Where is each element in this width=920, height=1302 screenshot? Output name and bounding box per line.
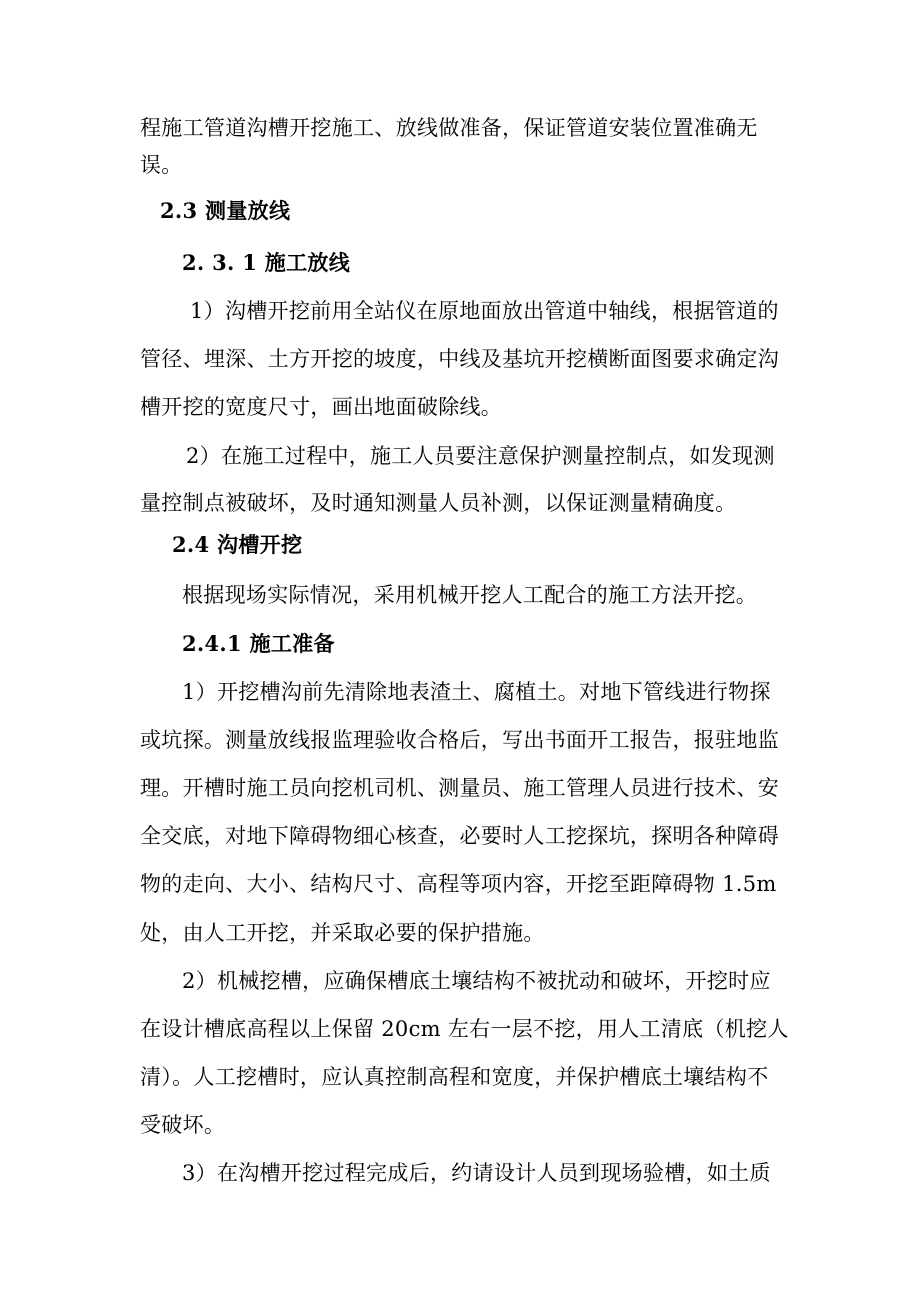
section-heading-2-4: 2.4 沟槽开挖 <box>172 532 303 557</box>
body-text-line: 理。开槽时施工员向挖机司机、测量员、施工管理人员进行技术、安 <box>140 776 779 800</box>
body-text-line: 误。 <box>140 153 183 177</box>
body-text-line: 在设计槽底高程以上保留 20cm 左右一层不挖，用人工清底（机挖人 <box>140 1017 789 1041</box>
body-text-line: 2）在施工过程中，施工人员要注意保护测量控制点，如发现测 <box>186 444 775 468</box>
body-text-line: 物的走向、大小、结构尺寸、高程等项内容，开挖至距障碍物 1.5m <box>140 872 777 896</box>
body-text-line: 清）。人工挖槽时，应认真控制高程和宽度，并保护槽底土壤结构不 <box>140 1065 769 1089</box>
subsection-heading-2-4-1: 2.4.1 施工准备 <box>182 631 335 656</box>
body-text-line: 1）开挖槽沟前先清除地表渣土、腐植土。对地下管线进行物探 <box>182 680 771 704</box>
body-text-line: 受破坏。 <box>140 1113 226 1137</box>
subsection-heading-2-3-1: 2. 3. 1 施工放线 <box>182 250 350 275</box>
body-text-line: 管径、埋深、土方开挖的坡度，中线及基坑开挖横断面图要求确定沟 <box>140 347 779 371</box>
body-text-line: 3）在沟槽开挖过程完成后，约请设计人员到现场验槽，如土质 <box>182 1161 771 1185</box>
body-text-line: 或坑探。测量放线报监理验收合格后，写出书面开工报告，报驻地监 <box>140 728 779 752</box>
body-text-line: 1）沟槽开挖前用全站仪在原地面放出管道中轴线，根据管道的 <box>190 299 779 323</box>
body-text-line: 处，由人工开挖，并采取必要的保护措施。 <box>140 921 545 945</box>
body-text-line: 槽开挖的宽度尺寸，画出地面破除线。 <box>140 395 503 419</box>
body-text-line: 程施工管道沟槽开挖施工、放线做准备，保证管道安装位置准确无 <box>140 116 758 140</box>
body-text-line: 根据现场实际情况，采用机械开挖人工配合的施工方法开挖。 <box>182 583 758 607</box>
body-text-line: 2）机械挖槽，应确保槽底土壤结构不被扰动和破坏，开挖时应 <box>182 969 771 993</box>
section-heading-2-3: 2.3 测量放线 <box>160 198 291 223</box>
body-text-line: 全交底，对地下障碍物细心核查，必要时人工挖探坑，探明各种障碍 <box>140 824 779 848</box>
body-text-line: 量控制点被破坏，及时通知测量人员补测，以保证测量精确度。 <box>140 491 737 515</box>
